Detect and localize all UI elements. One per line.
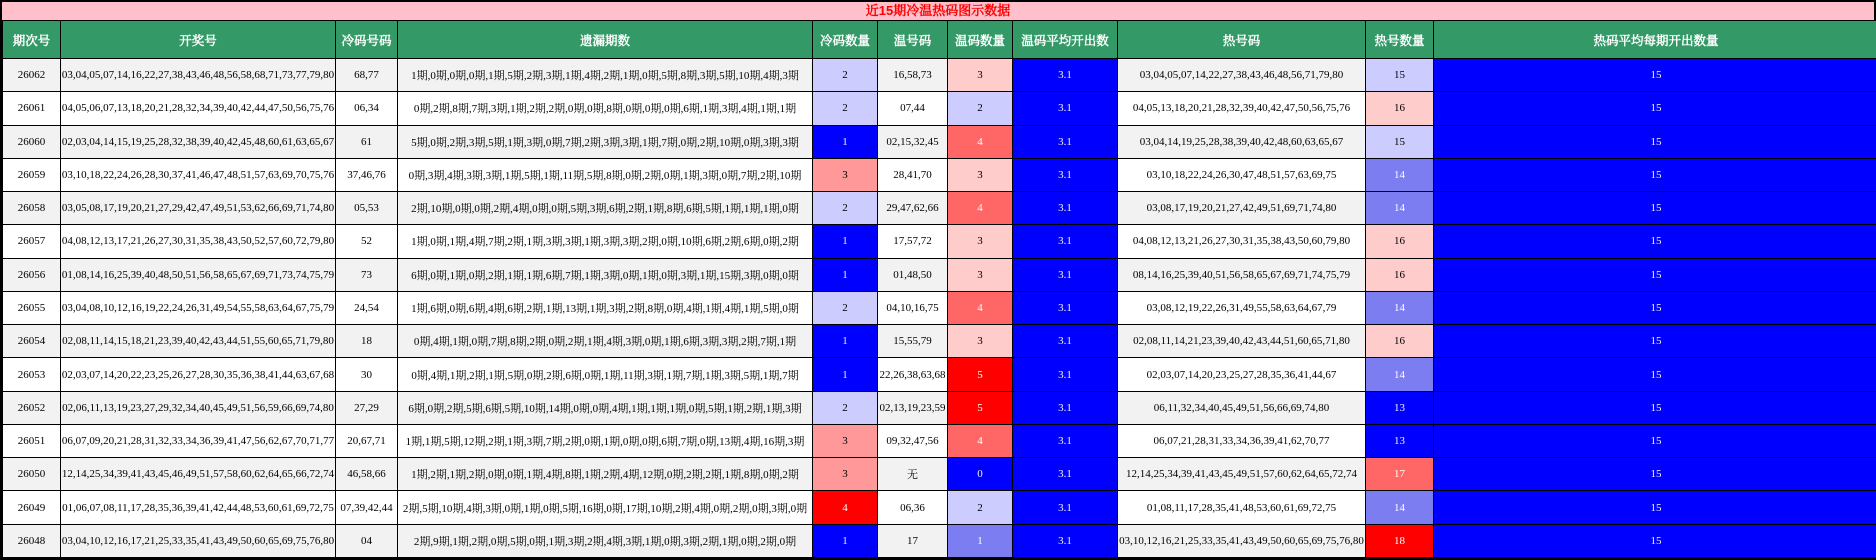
cold-count-cell: 1 xyxy=(813,358,878,391)
warm-avg-cell: 3.1 xyxy=(1013,225,1118,258)
warm-numbers-cell: 28,41,70 xyxy=(878,158,948,191)
period-cell: 26050 xyxy=(3,458,61,491)
cold-count-cell: 2 xyxy=(813,59,878,92)
cold-count-cell: 3 xyxy=(813,158,878,191)
hot-count-cell: 16 xyxy=(1366,258,1434,291)
period-cell: 26060 xyxy=(3,125,61,158)
draw-numbers-cell: 02,03,04,14,15,19,25,28,32,38,39,40,42,45,48,60,61,63,65,67 xyxy=(61,125,336,158)
period-cell: 26055 xyxy=(3,291,61,324)
hot-count-cell: 14 xyxy=(1366,192,1434,225)
draw-numbers-cell: 02,03,07,14,20,22,23,25,26,27,28,30,35,36,38,41,44,63,67,68 xyxy=(61,358,336,391)
draw-numbers-cell: 02,06,11,13,19,23,27,29,32,34,40,45,49,51,56,59,66,69,74,80 xyxy=(61,391,336,424)
period-cell: 26048 xyxy=(3,524,61,557)
warm-avg-cell: 3.1 xyxy=(1013,391,1118,424)
hot-count-cell: 16 xyxy=(1366,225,1434,258)
cold-numbers-cell: 30 xyxy=(336,358,398,391)
table-row xyxy=(3,192,1876,225)
table-header-row xyxy=(3,21,1876,59)
hot-avg-cell: 15 xyxy=(1434,158,1876,191)
period-cell: 26049 xyxy=(3,491,61,524)
draw-numbers-cell: 04,08,12,13,17,21,26,27,30,31,35,38,43,50,52,57,60,72,79,80 xyxy=(61,225,336,258)
warm-count-cell: 2 xyxy=(948,491,1013,524)
hot-avg-cell: 15 xyxy=(1434,192,1876,225)
hot-numbers-cell: 03,10,18,22,24,26,30,47,48,51,57,63,69,75 xyxy=(1118,158,1366,191)
period-cell: 26061 xyxy=(3,92,61,125)
warm-avg-cell: 3.1 xyxy=(1013,524,1118,557)
warm-numbers-cell: 07,44 xyxy=(878,92,948,125)
hot-avg-cell: 15 xyxy=(1434,59,1876,92)
column-header-warm-avg: 温码平均开出数 xyxy=(1013,21,1118,59)
hot-count-cell: 14 xyxy=(1366,358,1434,391)
table-row xyxy=(3,125,1876,158)
period-cell: 26062 xyxy=(3,59,61,92)
warm-count-cell: 3 xyxy=(948,325,1013,358)
table-row xyxy=(3,391,1876,424)
cold-count-cell: 2 xyxy=(813,92,878,125)
cold-numbers-cell: 27,29 xyxy=(336,391,398,424)
warm-avg-cell: 3.1 xyxy=(1013,291,1118,324)
draw-numbers-cell: 06,07,09,20,21,28,31,32,33,34,36,39,41,47,56,62,67,70,71,77 xyxy=(61,424,336,457)
hot-count-cell: 14 xyxy=(1366,291,1434,324)
cold-count-cell: 3 xyxy=(813,458,878,491)
warm-count-cell: 4 xyxy=(948,291,1013,324)
miss-periods-cell: 2期,5期,10期,4期,3期,0期,1期,0期,5期,16期,0期,17期,10期,2期,4期,0期,2期,0期,3期,0期 xyxy=(398,491,813,524)
column-header-hot-numbers: 热号码 xyxy=(1118,21,1366,59)
hot-numbers-cell: 06,11,32,34,40,45,49,51,56,66,69,74,80 xyxy=(1118,391,1366,424)
period-cell: 26054 xyxy=(3,325,61,358)
table-row xyxy=(3,524,1876,557)
hot-numbers-cell: 03,08,17,19,20,21,27,42,49,51,69,71,74,80 xyxy=(1118,192,1366,225)
miss-periods-cell: 1期,1期,5期,12期,2期,1期,3期,7期,2期,0期,1期,0期,0期,6期,7期,0期,13期,4期,16期,3期 xyxy=(398,424,813,457)
hot-numbers-cell: 01,08,11,17,28,35,41,48,53,60,61,69,72,75 xyxy=(1118,491,1366,524)
cold-count-cell: 1 xyxy=(813,125,878,158)
draw-numbers-cell: 03,10,18,22,24,26,28,30,37,41,46,47,48,51,57,63,69,70,75,76 xyxy=(61,158,336,191)
miss-periods-cell: 6期,0期,2期,5期,6期,5期,10期,14期,0期,0期,4期,1期,1期,1期,0期,5期,1期,2期,1期,3期 xyxy=(398,391,813,424)
warm-avg-cell: 3.1 xyxy=(1013,125,1118,158)
warm-count-cell: 2 xyxy=(948,92,1013,125)
hot-numbers-cell: 03,04,14,19,25,28,38,39,40,42,48,60,63,65,67 xyxy=(1118,125,1366,158)
warm-numbers-cell: 15,55,79 xyxy=(878,325,948,358)
cold-count-cell: 1 xyxy=(813,524,878,557)
table-row xyxy=(3,258,1876,291)
hot-numbers-cell: 04,05,13,18,20,21,28,32,39,40,42,47,50,56,75,76 xyxy=(1118,92,1366,125)
period-cell: 26056 xyxy=(3,258,61,291)
cold-count-cell: 1 xyxy=(813,258,878,291)
hot-numbers-cell: 03,04,05,07,14,22,27,38,43,46,48,56,71,79,80 xyxy=(1118,59,1366,92)
cold-count-cell: 4 xyxy=(813,491,878,524)
hot-count-cell: 13 xyxy=(1366,424,1434,457)
hot-count-cell: 13 xyxy=(1366,391,1434,424)
table-row xyxy=(3,458,1876,491)
draw-numbers-cell: 03,04,10,12,16,17,21,25,33,35,41,43,49,50,60,65,69,75,76,80 xyxy=(61,524,336,557)
hot-avg-cell: 15 xyxy=(1434,458,1876,491)
warm-numbers-cell: 09,32,47,56 xyxy=(878,424,948,457)
column-header-warm-numbers: 温号码 xyxy=(878,21,948,59)
draw-numbers-cell: 03,04,05,07,14,16,22,27,38,43,46,48,56,58,68,71,73,77,79,80 xyxy=(61,59,336,92)
column-header-cold-numbers: 冷码号码 xyxy=(336,21,398,59)
column-header-warm-count: 温码数量 xyxy=(948,21,1013,59)
cold-numbers-cell: 06,34 xyxy=(336,92,398,125)
cold-numbers-cell: 52 xyxy=(336,225,398,258)
hot-avg-cell: 15 xyxy=(1434,125,1876,158)
cold-count-cell: 2 xyxy=(813,192,878,225)
warm-count-cell: 3 xyxy=(948,258,1013,291)
warm-count-cell: 3 xyxy=(948,59,1013,92)
warm-avg-cell: 3.1 xyxy=(1013,424,1118,457)
warm-avg-cell: 3.1 xyxy=(1013,458,1118,491)
cold-numbers-cell: 20,67,71 xyxy=(336,424,398,457)
table-row xyxy=(3,59,1876,92)
table-row xyxy=(3,325,1876,358)
miss-periods-cell: 6期,0期,1期,0期,2期,1期,1期,6期,7期,1期,3期,0期,1期,0期,3期,1期,15期,3期,0期,0期 xyxy=(398,258,813,291)
column-header-cold-count: 冷码数量 xyxy=(813,21,878,59)
hot-avg-cell: 15 xyxy=(1434,358,1876,391)
draw-numbers-cell: 01,06,07,08,11,17,28,35,36,39,41,42,44,48,53,60,61,69,72,75 xyxy=(61,491,336,524)
warm-numbers-cell: 16,58,73 xyxy=(878,59,948,92)
hot-numbers-cell: 03,10,12,16,21,25,33,35,41,43,49,50,60,65,69,75,76,80 xyxy=(1118,524,1366,557)
miss-periods-cell: 1期,2期,1期,2期,0期,0期,1期,4期,8期,1期,2期,4期,12期,0期,2期,2期,1期,8期,0期,2期 xyxy=(398,458,813,491)
miss-periods-cell: 0期,2期,8期,7期,3期,1期,2期,2期,0期,0期,8期,0期,0期,0期,6期,1期,3期,4期,1期,1期 xyxy=(398,92,813,125)
column-header-hot-count: 热号数量 xyxy=(1366,21,1434,59)
hot-numbers-cell: 06,07,21,28,31,33,34,36,39,41,62,70,77 xyxy=(1118,424,1366,457)
hot-count-cell: 14 xyxy=(1366,158,1434,191)
period-cell: 26058 xyxy=(3,192,61,225)
miss-periods-cell: 0期,3期,4期,3期,3期,1期,5期,1期,11期,5期,8期,0期,2期,0期,1期,3期,0期,7期,2期,10期 xyxy=(398,158,813,191)
period-cell: 26051 xyxy=(3,424,61,457)
warm-avg-cell: 3.1 xyxy=(1013,258,1118,291)
hot-count-cell: 16 xyxy=(1366,92,1434,125)
table-body xyxy=(3,59,1876,558)
warm-avg-cell: 3.1 xyxy=(1013,59,1118,92)
miss-periods-cell: 0期,4期,1期,0期,7期,8期,2期,0期,2期,1期,4期,3期,0期,1期,6期,3期,3期,2期,7期,1期 xyxy=(398,325,813,358)
draw-numbers-cell: 12,14,25,34,39,41,43,45,46,49,51,57,58,60,62,64,65,66,72,74 xyxy=(61,458,336,491)
cold-count-cell: 3 xyxy=(813,424,878,457)
hot-numbers-cell: 03,08,12,19,22,26,31,49,55,58,63,64,67,79 xyxy=(1118,291,1366,324)
warm-count-cell: 5 xyxy=(948,391,1013,424)
cold-count-cell: 2 xyxy=(813,291,878,324)
hot-numbers-cell: 02,03,07,14,20,23,25,27,28,35,36,41,44,67 xyxy=(1118,358,1366,391)
cold-numbers-cell: 05,53 xyxy=(336,192,398,225)
miss-periods-cell: 2期,9期,1期,2期,0期,5期,0期,1期,3期,2期,4期,3期,1期,0期,3期,2期,1期,0期,2期,0期 xyxy=(398,524,813,557)
warm-avg-cell: 3.1 xyxy=(1013,358,1118,391)
warm-numbers-cell: 17 xyxy=(878,524,948,557)
hot-numbers-cell: 04,08,12,13,21,26,27,30,31,35,38,43,50,60,79,80 xyxy=(1118,225,1366,258)
warm-count-cell: 1 xyxy=(948,524,1013,557)
hot-avg-cell: 15 xyxy=(1434,491,1876,524)
cold-numbers-cell: 37,46,76 xyxy=(336,158,398,191)
hot-count-cell: 15 xyxy=(1366,125,1434,158)
hot-avg-cell: 15 xyxy=(1434,291,1876,324)
column-header-miss-periods: 遗漏期数 xyxy=(398,21,813,59)
warm-avg-cell: 3.1 xyxy=(1013,192,1118,225)
warm-count-cell: 0 xyxy=(948,458,1013,491)
warm-avg-cell: 3.1 xyxy=(1013,491,1118,524)
column-header-draw-numbers: 开奖号 xyxy=(61,21,336,59)
warm-count-cell: 4 xyxy=(948,424,1013,457)
table-row xyxy=(3,158,1876,191)
hot-count-cell: 14 xyxy=(1366,491,1434,524)
hot-avg-cell: 15 xyxy=(1434,325,1876,358)
column-header-period: 期次号 xyxy=(3,21,61,59)
period-cell: 26059 xyxy=(3,158,61,191)
miss-periods-cell: 0期,4期,1期,2期,1期,5期,0期,2期,6期,0期,1期,11期,3期,1期,7期,1期,3期,5期,1期,7期 xyxy=(398,358,813,391)
warm-numbers-cell: 22,26,38,63,68 xyxy=(878,358,948,391)
draw-numbers-cell: 03,04,08,10,12,16,19,22,24,26,31,49,54,55,58,63,64,67,75,79 xyxy=(61,291,336,324)
table-row xyxy=(3,92,1876,125)
cold-count-cell: 1 xyxy=(813,225,878,258)
period-cell: 26057 xyxy=(3,225,61,258)
table-row xyxy=(3,225,1876,258)
hot-count-cell: 15 xyxy=(1366,59,1434,92)
hot-avg-cell: 15 xyxy=(1434,524,1876,557)
hot-numbers-cell: 02,08,11,14,21,23,39,40,42,43,44,51,60,65,71,80 xyxy=(1118,325,1366,358)
cold-numbers-cell: 68,77 xyxy=(336,59,398,92)
table-row xyxy=(3,424,1876,457)
draw-numbers-cell: 03,05,08,17,19,20,21,27,29,42,47,49,51,53,62,66,69,71,74,80 xyxy=(61,192,336,225)
draw-numbers-cell: 01,08,14,16,25,39,40,48,50,51,56,58,65,67,69,71,73,74,75,79 xyxy=(61,258,336,291)
warm-avg-cell: 3.1 xyxy=(1013,92,1118,125)
cold-numbers-cell: 07,39,42,44 xyxy=(336,491,398,524)
cold-numbers-cell: 18 xyxy=(336,325,398,358)
warm-avg-cell: 3.1 xyxy=(1013,325,1118,358)
warm-avg-cell: 3.1 xyxy=(1013,158,1118,191)
cold-count-cell: 1 xyxy=(813,325,878,358)
hot-avg-cell: 15 xyxy=(1434,92,1876,125)
period-cell: 26052 xyxy=(3,391,61,424)
cold-count-cell: 2 xyxy=(813,391,878,424)
miss-periods-cell: 1期,0期,0期,0期,1期,5期,2期,3期,1期,4期,2期,1期,0期,5期,8期,3期,5期,10期,4期,3期 xyxy=(398,59,813,92)
warm-count-cell: 4 xyxy=(948,192,1013,225)
warm-numbers-cell: 29,47,62,66 xyxy=(878,192,948,225)
miss-periods-cell: 1期,0期,1期,4期,7期,2期,1期,3期,3期,1期,3期,3期,2期,0期,10期,6期,2期,6期,0期,2期 xyxy=(398,225,813,258)
warm-numbers-cell: 02,15,32,45 xyxy=(878,125,948,158)
cold-numbers-cell: 73 xyxy=(336,258,398,291)
table-title: 近15期冷温热码图示数据 xyxy=(2,2,1874,20)
hot-count-cell: 17 xyxy=(1366,458,1434,491)
cold-warm-hot-table xyxy=(2,20,1876,558)
miss-periods-cell: 2期,10期,0期,0期,2期,4期,0期,0期,5期,3期,6期,2期,1期,8期,6期,5期,1期,1期,1期,0期 xyxy=(398,192,813,225)
draw-numbers-cell: 04,05,06,07,13,18,20,21,28,32,34,39,40,42,44,47,50,56,75,76 xyxy=(61,92,336,125)
cold-numbers-cell: 24,54 xyxy=(336,291,398,324)
warm-count-cell: 5 xyxy=(948,358,1013,391)
table-row xyxy=(3,291,1876,324)
column-header-hot-avg: 热码平均每期开出数量 xyxy=(1434,21,1876,59)
table-row xyxy=(3,358,1876,391)
hot-count-cell: 16 xyxy=(1366,325,1434,358)
miss-periods-cell: 1期,6期,0期,6期,4期,6期,2期,1期,13期,1期,3期,2期,8期,0期,4期,1期,4期,1期,5期,0期 xyxy=(398,291,813,324)
cold-numbers-cell: 61 xyxy=(336,125,398,158)
warm-numbers-cell: 06,36 xyxy=(878,491,948,524)
hot-avg-cell: 15 xyxy=(1434,225,1876,258)
warm-numbers-cell: 无 xyxy=(878,458,948,491)
table-row xyxy=(3,491,1876,524)
hot-avg-cell: 15 xyxy=(1434,391,1876,424)
hot-numbers-cell: 12,14,25,34,39,41,43,45,49,51,57,60,62,64,65,72,74 xyxy=(1118,458,1366,491)
hot-avg-cell: 15 xyxy=(1434,424,1876,457)
hot-numbers-cell: 08,14,16,25,39,40,51,56,58,65,67,69,71,74,75,79 xyxy=(1118,258,1366,291)
warm-count-cell: 3 xyxy=(948,158,1013,191)
warm-count-cell: 3 xyxy=(948,225,1013,258)
draw-numbers-cell: 02,08,11,14,15,18,21,23,39,40,42,43,44,51,55,60,65,71,79,80 xyxy=(61,325,336,358)
warm-numbers-cell: 17,57,72 xyxy=(878,225,948,258)
warm-numbers-cell: 04,10,16,75 xyxy=(878,291,948,324)
miss-periods-cell: 5期,0期,2期,3期,5期,1期,3期,0期,7期,2期,3期,3期,1期,7期,0期,2期,10期,0期,3期,3期 xyxy=(398,125,813,158)
warm-count-cell: 4 xyxy=(948,125,1013,158)
table-header-row xyxy=(3,21,1876,59)
cold-numbers-cell: 46,58,66 xyxy=(336,458,398,491)
hot-avg-cell: 15 xyxy=(1434,258,1876,291)
cold-numbers-cell: 04 xyxy=(336,524,398,557)
period-cell: 26053 xyxy=(3,358,61,391)
hot-count-cell: 18 xyxy=(1366,524,1434,557)
warm-numbers-cell: 01,48,50 xyxy=(878,258,948,291)
warm-numbers-cell: 02,13,19,23,59 xyxy=(878,391,948,424)
